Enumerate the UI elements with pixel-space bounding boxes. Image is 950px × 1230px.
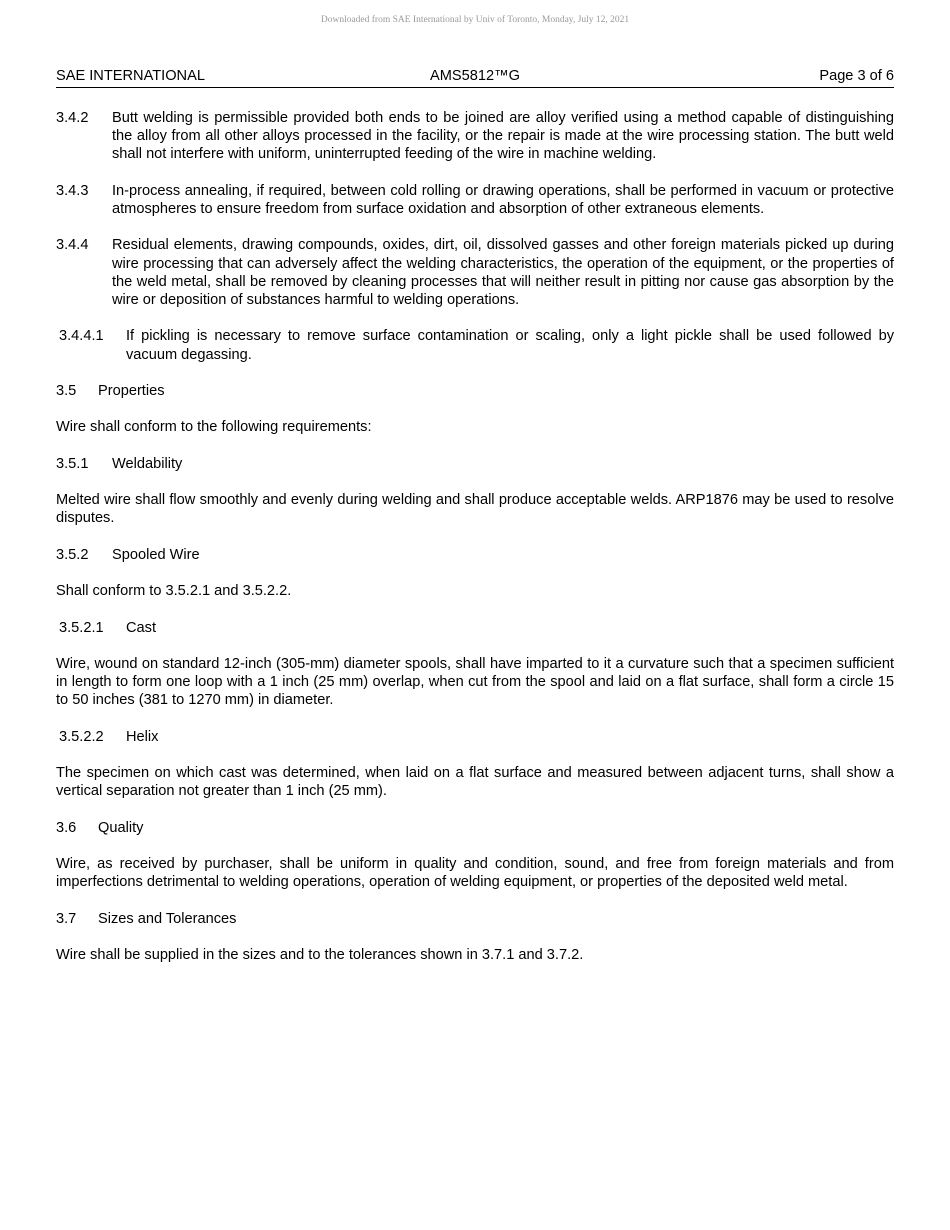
section-3-5-2-heading <box>56 546 894 564</box>
section-3-6-heading <box>56 819 894 837</box>
section-3-5-2-1-heading <box>56 619 894 637</box>
section-title: Sizes and Tolerances <box>98 910 237 927</box>
section-number: 3.4.2 <box>56 110 89 126</box>
section-text: Butt welding is permissible provided both ends to be joined are alloy verified using a method capable of distinguishing the alloy from all other alloys processed in the facility, or the repair is made at the wire processing station. The butt weld shall not interfere with uniform, uninterrupted feeding of the wire in machine welding. <box>112 110 894 163</box>
section-text: In-process annealing, if required, between cold rolling or drawing operations, shall be performed in vacuum or protective atmospheres to ensure freedom from surface oxidation and absorption of other extraneous elements. <box>112 182 894 217</box>
section-3-5-2-2-text: The specimen on which cast was determined, when laid on a flat surface and measured between adjacent turns, shall show a vertical separation not greater than 1 inch (25 mm). <box>56 765 894 800</box>
section-3-7-text: Wire shall be supplied in the sizes and to the tolerances shown in 3.7.1 and 3.7.2. <box>56 947 584 964</box>
section-text: If pickling is necessary to remove surface contamination or scaling, only a light pickle shall be used followed by vacuum degassing. <box>126 328 894 363</box>
section-number: 3.5.2.2 <box>59 728 104 745</box>
section-title: Spooled Wire <box>112 546 200 563</box>
section-number: 3.5.1 <box>56 455 89 472</box>
document-body <box>56 109 894 982</box>
section-number: 3.7 <box>56 910 77 927</box>
section-number: 3.4.3 <box>56 182 89 199</box>
section-3-5-heading <box>56 382 894 400</box>
section-3-4-4 <box>56 236 894 309</box>
section-3-5-1-heading <box>56 455 894 473</box>
section-3-6-text: Wire, as received by purchaser, shall be uniform in quality and condition, sound, and free from foreign materials and from imperfections detrimental to welding operations, operation of welding equipment, or properties of the deposited weld metal. <box>56 856 894 891</box>
header-document-id: AMS5812™G <box>429 68 521 84</box>
section-3-5-1-text: Melted wire shall flow smoothly and evenly during welding and shall produce acceptable welds. ARP1876 may be used to resolve disputes. <box>56 492 894 527</box>
section-number: 3.5.2.1 <box>59 619 104 636</box>
section-title: Properties <box>98 382 165 399</box>
section-3-4-3 <box>56 182 894 218</box>
section-title: Helix <box>126 728 159 745</box>
page-header <box>56 67 894 88</box>
section-3-4-4-1 <box>56 327 894 363</box>
section-title: Weldability <box>112 455 183 472</box>
section-number: 3.4.4.1 <box>59 328 104 345</box>
header-organization: SAE INTERNATIONAL <box>56 68 205 84</box>
section-text: Residual elements, drawing compounds, oxides, dirt, oil, dissolved gasses and other foreign materials picked up during wire processing that can adversely affect the welding characteristics, the operation of the equipment, or the properties of the weld metal, shall be removed by cleaning processes that will neither result in pitting nor cause gas absorption by the wire or deposition of substances harmful to welding operations. <box>112 237 894 308</box>
section-3-7-heading <box>56 910 894 928</box>
header-page-number: Page 3 of 6 <box>819 68 894 84</box>
section-title: Quality <box>98 819 144 836</box>
section-number: 3.5 <box>56 382 77 399</box>
section-number: 3.5.2 <box>56 546 89 563</box>
section-number: 3.4.4 <box>56 237 89 254</box>
section-3-4-2 <box>56 109 894 164</box>
section-3-5-text: Wire shall conform to the following requirements: <box>56 419 372 436</box>
section-3-5-2-2-heading <box>56 728 894 746</box>
section-3-5-2-1-text: Wire, wound on standard 12-inch (305-mm) diameter spools, shall have imparted to it a curvature such that a specimen sufficient in length to form one loop with a 1 inch (25 mm) overlap, when cut from the spool and laid on a flat surface, shall form a circle 15 to 50 inches (381 to 1270 mm) in diameter. <box>56 655 894 709</box>
section-3-5-2-text: Shall conform to 3.5.2.1 and 3.5.2.2. <box>56 583 292 600</box>
section-title: Cast <box>126 619 157 636</box>
download-watermark: Downloaded from SAE International by Univ of Toronto, Monday, July 12, 2021 <box>320 15 630 25</box>
section-number: 3.6 <box>56 819 77 836</box>
